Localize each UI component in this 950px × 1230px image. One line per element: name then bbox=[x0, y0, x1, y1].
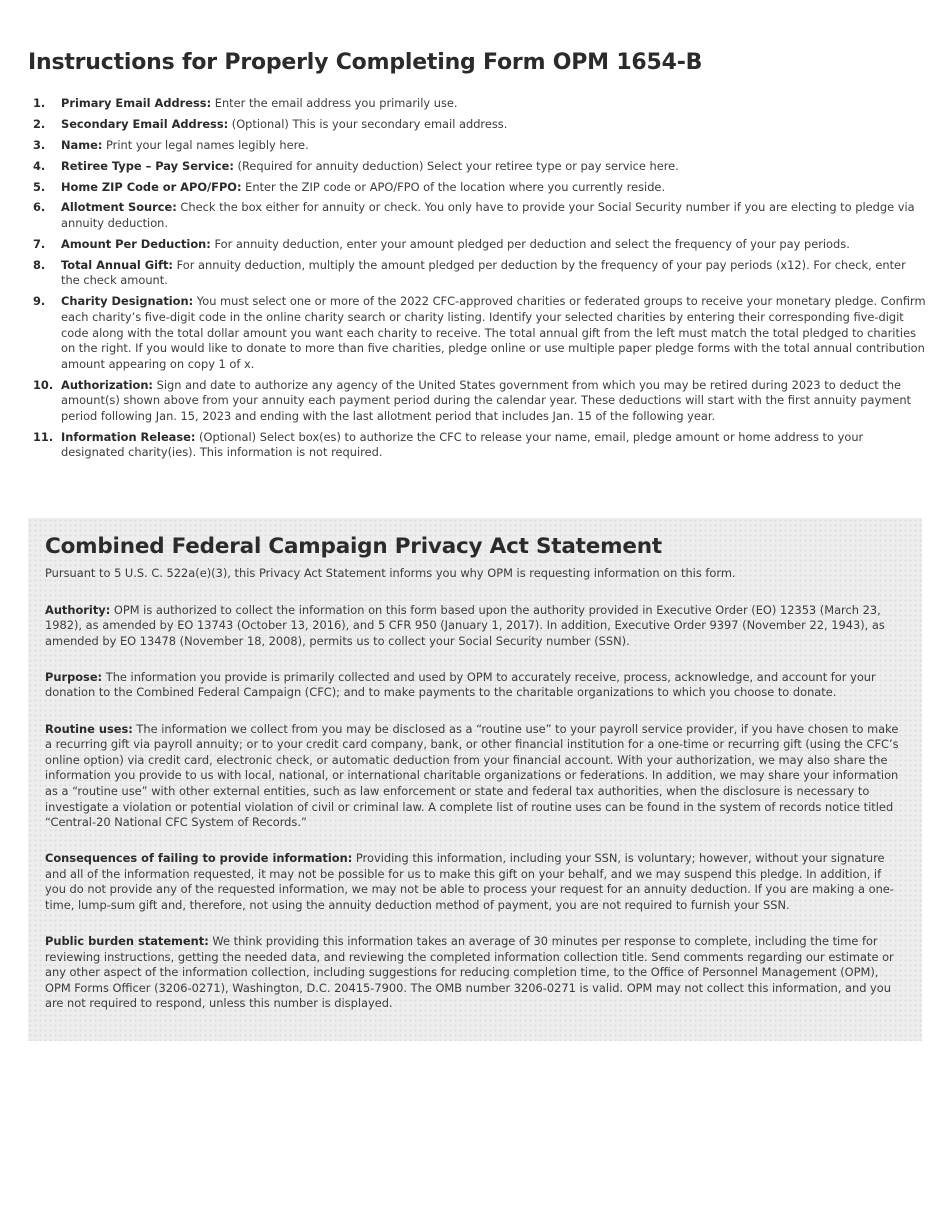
item-text: You must select one or more of the 2022 CFC-approved charities or federated groups to receive your monetary pledge. Confirm each charity’s five-digit code in the online charity search or charity listing. Identify your selected charities by entering their corresponding five-digit code along with the total dollar amount you want each charity to receive. The total annual gift from the left must match the total pledged to charities on the right. If you would like to donate to more than five charities, pledge online or use multiple paper pledge forms with the total annual contribution amount appearing on copy 1 of x. bbox=[61, 294, 926, 371]
section-text: We think providing this information takes an average of 30 minutes per response to complete, including the time for reviewing instructions, getting the needed data, and reviewing the completed information collection title. Send comments regarding our estimate or any other aspect of the information collection, including suggestions for reducing completion time, to the Office of Personnel Management (OPM), OPM Forms Officer (3206-0271), Washington, D.C. 20415-7900. The OMB number 3206-0271 is valid. OPM may not collect this information, and you are not required to respond, unless this number is displayed. bbox=[45, 934, 894, 1011]
privacy-purpose bbox=[45, 670, 905, 701]
item-text: (Optional) This is your secondary email address. bbox=[228, 116, 508, 131]
section-text: OPM is authorized to collect the information on this form based upon the authority provided in Executive Order (EO) 12353 (March 23, 1982), as amended by EO 13743 (October 13, 2016), and 5 CFR 950 (January 1, 2017). In addition, Executive Order 9397 (November 22, 1943), as amended by EO 13478 (November 18, 2008), permits us to collect your Social Security number (SSN). bbox=[45, 602, 885, 648]
item-number: 10. bbox=[33, 377, 54, 392]
privacy-authority bbox=[45, 603, 905, 650]
list-item bbox=[28, 138, 926, 154]
item-number: 11. bbox=[33, 429, 54, 444]
section-label: Public burden statement: bbox=[45, 934, 209, 949]
item-number: 7. bbox=[33, 236, 46, 251]
privacy-intro: Pursuant to 5 U.S. C. 522a(e)(3), this Privacy Act Statement informs you why OPM is requesting information on this form. bbox=[45, 566, 736, 580]
list-item bbox=[28, 200, 926, 231]
section-text: Providing this information, including your SSN, is voluntary; however, without your signature and all of the information requested, it may not be possible for us to make this gift on your behalf, and we may suspend this pledge. In addition, if you do not provide any of the requested information, we may not be able to process your request for an annuity deduction. If you are making a one-time, lump-sum gift and, therefore, not using the annuity deduction method of payment, you are not required to furnish your SSN. bbox=[45, 851, 894, 912]
item-label: Retiree Type – Pay Service: bbox=[61, 158, 234, 173]
item-number: 8. bbox=[33, 257, 46, 272]
section-label: Authority: bbox=[45, 602, 111, 617]
section-label: Purpose: bbox=[45, 669, 103, 684]
item-number: 6. bbox=[33, 200, 46, 215]
item-text: Enter the email address you primarily use. bbox=[211, 96, 458, 110]
privacy-public-burden bbox=[45, 934, 905, 1012]
list-item bbox=[28, 430, 926, 461]
list-item bbox=[28, 96, 926, 112]
page-title: Instructions for Properly Completing Form OPM 1654-B bbox=[28, 50, 703, 75]
privacy-act-statement bbox=[28, 518, 922, 1041]
item-text: (Required for annuity deduction) Select your retiree type or pay service here. bbox=[233, 158, 679, 173]
privacy-title: Combined Federal Campaign Privacy Act Statement bbox=[45, 534, 662, 559]
instructions-list bbox=[28, 96, 926, 466]
list-item bbox=[28, 378, 926, 425]
item-number: 9. bbox=[33, 294, 46, 309]
list-item bbox=[28, 159, 926, 175]
section-text: The information you provide is primarily collected and used by OPM to accurately receive, process, acknowledge, and account for your donation to the Combined Federal Campaign (CFC); and to make payments to the charitable organizations to which you choose to donate. bbox=[45, 669, 876, 700]
item-label: Authorization: bbox=[61, 377, 153, 392]
item-text: (Optional) Select box(es) to authorize the CFC to release your name, email, pledge amount or home address to your designated charity(ies). This information is not required. bbox=[61, 429, 864, 460]
item-number: 4. bbox=[33, 158, 46, 173]
item-label: Amount Per Deduction: bbox=[61, 236, 211, 251]
item-label: Home ZIP Code or APO/FPO: bbox=[61, 179, 242, 194]
item-number: 5. bbox=[33, 179, 46, 194]
item-label: Primary Email Address: bbox=[61, 96, 212, 110]
list-item bbox=[28, 237, 926, 253]
item-text: For annuity deduction, enter your amount pledged per deduction and select the frequency of your pay periods. bbox=[210, 236, 850, 251]
item-text: For annuity deduction, multiply the amount pledged per deduction by the frequency of your pay periods (x12). For check, enter the check amount. bbox=[61, 257, 906, 288]
item-text: Check the box either for annuity or check. You only have to provide your Social Security number if you are electing to pledge via annuity deduction. bbox=[61, 200, 915, 231]
list-item bbox=[28, 180, 926, 196]
item-label: Information Release: bbox=[61, 429, 196, 444]
item-label: Secondary Email Address: bbox=[61, 116, 229, 131]
item-number: 1. bbox=[33, 96, 46, 110]
item-label: Name: bbox=[61, 137, 103, 152]
privacy-routine-uses bbox=[45, 722, 905, 831]
item-text: Sign and date to authorize any agency of the United States government from which you may be retired during 2023 to deduct the amount(s) shown above from your annuity each payment period during the calendar year. These deductions will start with the first annuity payment period following Jan. 15, 2023 and ending with the last allotment period that includes Jan. 15 of the following year. bbox=[61, 377, 912, 423]
item-text: Enter the ZIP code or APO/FPO of the location where you currently reside. bbox=[241, 179, 666, 194]
item-label: Allotment Source: bbox=[61, 200, 177, 215]
list-item bbox=[28, 294, 926, 372]
section-label: Routine uses: bbox=[45, 721, 133, 736]
item-number: 2. bbox=[33, 116, 46, 131]
item-number: 3. bbox=[33, 137, 46, 152]
list-item bbox=[28, 258, 926, 289]
section-label: Consequences of failing to provide information: bbox=[45, 851, 353, 866]
item-label: Charity Designation: bbox=[61, 294, 194, 309]
item-text: Print your legal names legibly here. bbox=[102, 137, 309, 152]
section-text: The information we collect from you may be disclosed as a “routine use” to your payroll service provider, if you have chosen to make a recurring gift via payroll annuity; or to your credit card company, bank, or other financial institution for a one-time or recurring gift (using the CFC’s online option) via credit card, electronic check, or automatic deduction from your financial account. With your authorization, we may also share the information you provide to us with local, national, or international charitable organizations or federations. In addition, we may share your information as a “routine use” with other external entities, such as law enforcement or state and federal tax authorities, when the disclosure is necessary to investigate a violation or potential violation of civil or criminal law. A complete list of routine uses can be found in the system of records notice titled “Central-20 National CFC System of Records.” bbox=[45, 721, 899, 830]
item-label: Total Annual Gift: bbox=[61, 257, 173, 272]
privacy-consequences bbox=[45, 851, 905, 913]
list-item bbox=[28, 117, 926, 133]
